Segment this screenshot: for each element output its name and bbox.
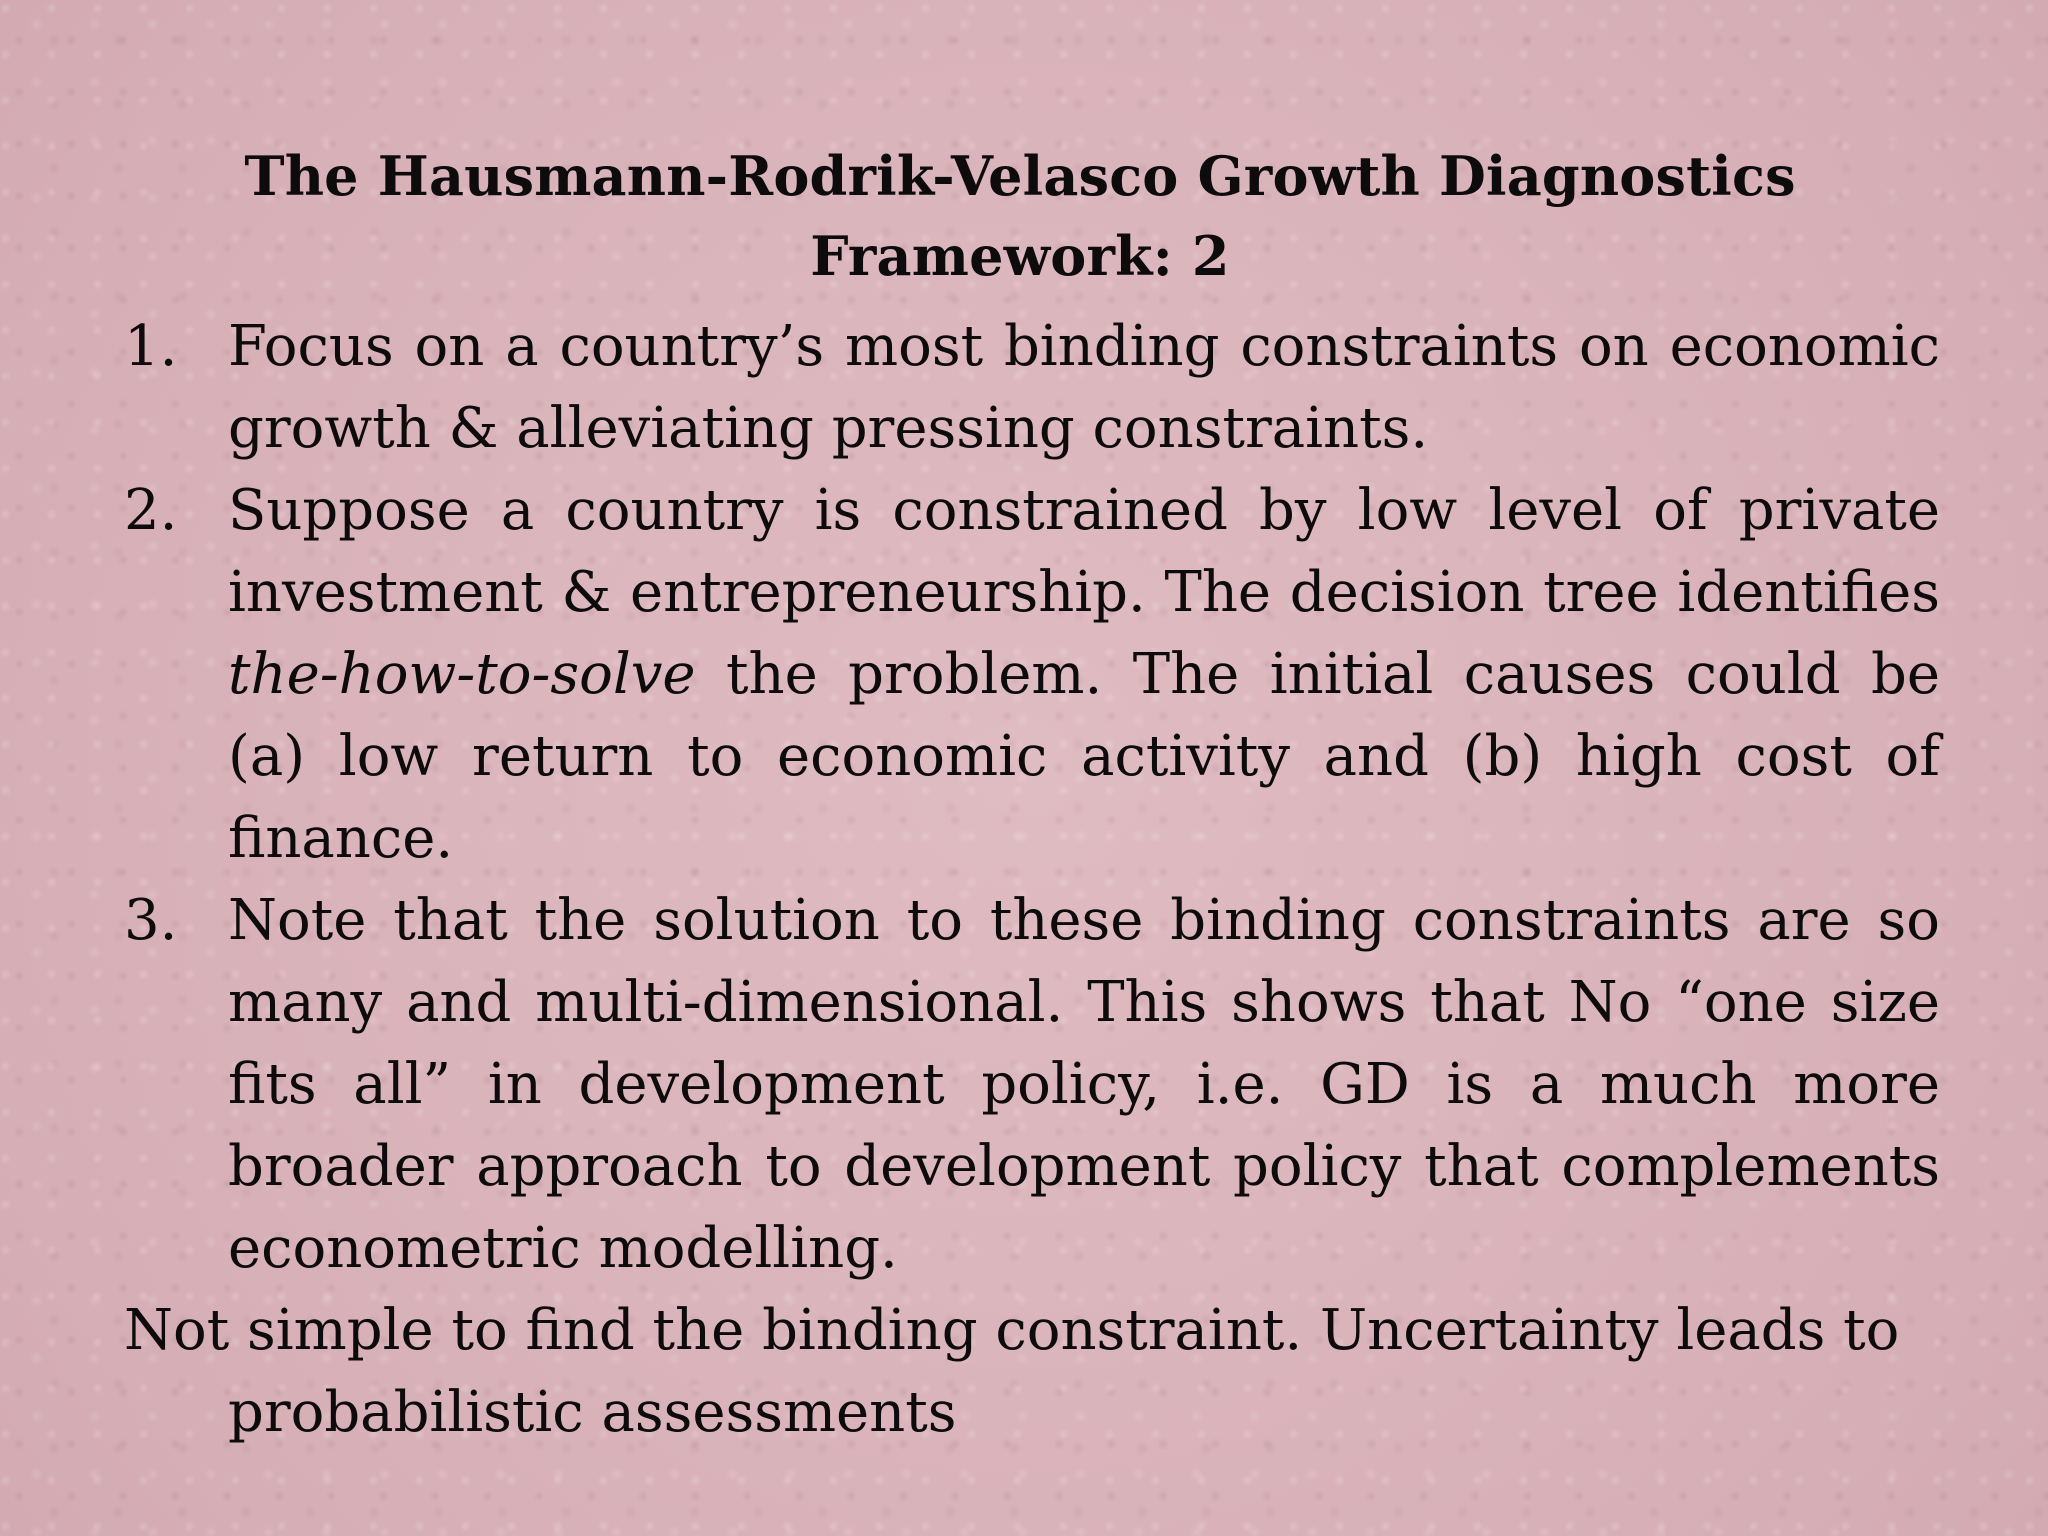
list-item-text: Note that the solution to these binding constraints are so many and multi-dimensional. This shows that No “one size fits all” in development policy, i.e. GD is a much more broader approach to development policy that complements econometric modelling. — [228, 888, 1940, 1281]
list-item-number: 3. — [124, 888, 178, 953]
list-item-text: Focus on a country’s most binding constraints on economic growth & alleviating pressing constraints. — [228, 314, 1940, 461]
list-item-number: 2. — [124, 478, 178, 543]
closing-statement: Not simple to find the binding constraint. Uncertainty leads to probabilistic assessments — [124, 1298, 1900, 1445]
slide-title — [180, 136, 1860, 296]
list-item-text-italic: the-how-to-solve — [228, 642, 696, 707]
title-line-2: Framework: 2 — [810, 224, 1230, 288]
slide-body — [124, 306, 1940, 1454]
list-item — [124, 306, 1940, 470]
list-item-text-start: Suppose a country is constrained by low level of private investment & entrepreneurship. The decision tree identifies — [228, 478, 1940, 625]
list-item-number: 1. — [124, 314, 178, 379]
numbered-list — [124, 306, 1940, 1290]
list-item — [124, 880, 1940, 1290]
list-item-text-end: the problem. The initial causes could be (a) low return to economic activity and (b) high cost of finance. — [228, 642, 1940, 871]
title-line-1: The Hausmann-Rodrik-Velasco Growth Diagnostics — [244, 144, 1796, 208]
list-item — [124, 470, 1940, 880]
